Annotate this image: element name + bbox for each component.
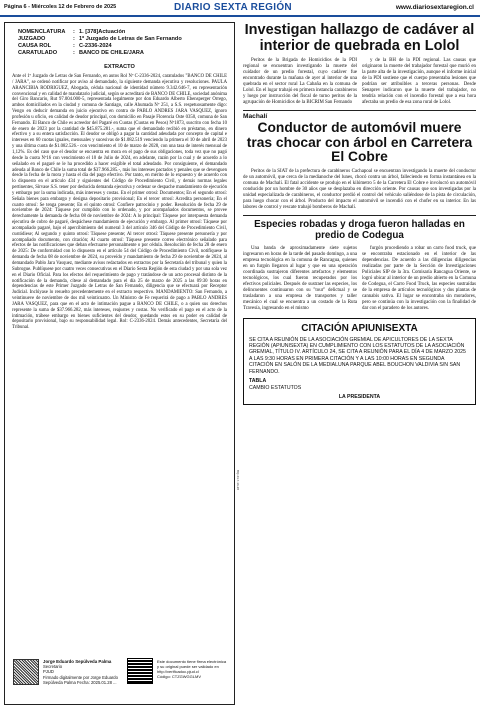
story3-body [243, 246, 476, 312]
seal-icon [13, 659, 39, 685]
qr-code-text: Código: CTZGWGGLMV [157, 674, 202, 679]
citation-body: SE CITA A REUNIÓN DE LA ASOCIACIÓN GREMIAL DE APICULTORES DE LA SEXTA REGIÓN (APIUNISEXTA) EN CUMPLIMIENTO CON LOS ESTATUTOS DE LA ASOCIACIÓN GREMIAL, TÍTULO IV. ARTÍCULO 24, SE CITA A REUNIÓN PARA EL DÍA 4 DE MARZO 2025 A LAS 9:30 HORAS EN PRIMERA CITACIÓN Y A LAS 10:00 HORAS EN SEGUNDA CITACIÓN EN SALÓN DE LA MEDIALUNA PARQUE ABEL BOUCHON VALDIVIA S/N SAN FERNANDO. [249, 336, 466, 375]
notice-paragraph: Ante el 1º Juzgado de Letras de San Fernando, en autos Rol Nº C-2336-2024, caratulados "BANCO DE CHILE / JARA", se ordenó notificar por aviso al demandado, la siguiente demanda ejecutiva y resoluciones. PAULA ARANCIBIA RODRIGUEZ, Abogada, cédula nacional de identidad número 9.342.646-7, en representación convencional y en calidad de mandatario judicial, según se acreditará de BANCO DE CHILE, sociedad anónima del Giro Bancario, Rut 97.004.000-5, representada legalmente por don Eduardo Alberto Ebensperger Orrego, ambos domiciliados en la ciudad y comuna de Santiago, calle Ahumada Nº 251, a S.S. respetuosamente digo: Vengo en deducir demanda en juicio ejecutivo en contra de PABLO ANDRES JARA VASQUEZ, ignoro profesión u oficio, en calidad de deudor principal, con domicilio en Pasaje Florencia Oste 0350, comuna de San Fernando. El Banco de Chile es acreedor del Pagaré en Cuotas (Cuotas en Pesos) Nº1873, suscrito con fecha 10 de enero de 2023 por la cantidad de $45.875.281.-, suma que el demandado recibió en préstamo, en dinero efectivo y a su entera satisfacción. El deudor se obligó a pagar la cantidad adeudada por concepto de capital e intereses en 60 cuotas iguales, mensuales y sucesivas de $1.082.519 venciendo la primera el 10 de abril de 2023 y una última cuota de $1.082.526.- con vencimiento el 10 de marzo de 2028, con una tasa de interés mensual de 1,12%. Es del caso que el deudor se encuentra en mora en el pago de sus obligaciones, toda vez que no pagó desde la cuota Nº16 con vencimiento el 10 de Julio de 2024, en adelante, razón por la cual y de acuerdo a lo señalado en el pagaré se le ha procedido a hacer exigible el total adeudado. Por consiguiente, el demandado adeuda al Banco de Chile la suma total de $37.966.285.-, más los intereses pactados y penales que se devenguen desde la fecha de la mora y hasta el día del pago efectivo. Por tanto, en mérito de lo expuesto y de acuerdo con lo dispuesto en el artículo 434 y siguientes del Código de Procedimiento Civil, y demás normas legales pertinentes, Sírvase S.S. tener por deducida demanda ejecutiva y ordenar se despache mandamiento de ejecución y embargo por la suma indicada, más intereses y costas. En el primer otrosí: Documentos; En el segundo otrosí: Señala bienes para embargo y designa depositario provisional; En el tercer otrosí: Acredita personería; En el cuarto otrosí: Se tenga presente; En el quinto otrosí: Confiere patrocinio y poder. Resolución de fecha 29 de noviembre de 2024: Táquese por cumplido con lo ordenado, y por acompañados documentos, se provee derechamente la demanda de fecha 08 de noviembre de 2024: A lo principal: Táquese por interpuesta demanda ejecutiva de cobro de pagaré, despáchese mandamiento de ejecución y embargo. Al primer otrosí: Táquese por acompañado pagaré, bajo el apercibimiento del numeral 3 del artículo 346 del Código de Procedimiento Civil, custódiese; Al segundo y quinto otrosí: Táquese presente; Al tercer otrosí: Táquese presente personería y por acompañado documento, con citación; Al cuarto otrosí: Táquese presente correo electrónico señalado para efectos de las notificaciones que deban efectuarse personalmente o por cédula. Resolución de fecha 28 de enero de 2025: De conformidad con lo dispuesto en el artículo 54 del Código de Procedimiento Civil, notifíquese la demanda de fecha 08 de noviembre de 2024, su proveído y mandamiento de fecha 29 de noviembre de 2024, al demandado Pablo Jara Vasquez, mediante avisos redactados en extractos por la Secretaría del tribunal y quien la Subrogue. Publíquese por cuatro veces consecutivas en el Diario Sexta Región de esta ciudad y por una sola vez en el Diario Oficial. Para los efectos del requerimiento de pago y tratándose de un acto procesal distinto de la notificación de la demanda, cítese al demandado para el día 25 de marzo de 2025 a las 09:30 horas en dependencias de este Primer Juzgado de Letras de San Fernando, diligencia que se efectuará por Receptor Judicial. Inclúyase lo resuelto precedentemente en el extracto respectivo. MANDAMIENTO: San Fernando, a veintinueve de noviembre de dos mil veinticuatro. Un Ministro de Fe requerirá de pago a PABLO ANDRES JARA VASQUEZ, para que en el acto de intimación pague a BANCO DE CHILE, o a quien sus derechos represente la suma de $37.966.282, más intereses, reajustes y costas. No verificado el pago en el acto de la intimación, trábese embargo en bienes suficientes del deudor, quedando estos en su poder en calidad de depositario provisional, bajo su responsabilidad legal. Rol: C-2336-2024. Demás antecedentes, Secretaría del Tribunal. [12, 74, 227, 331]
signature-block [13, 656, 228, 696]
story1-col2 [362, 58, 476, 106]
page-header [0, 0, 480, 14]
meta-row [18, 50, 227, 57]
meta-sep: : [73, 50, 75, 56]
meta-value: 1º Juzgado de Letras de San Fernando [79, 36, 182, 42]
story2-kicker: Machalí [243, 112, 268, 120]
meta-row [18, 36, 227, 43]
story1-headline: Investigan hallazgo de cadáver al interior de quebrada en Lolol [244, 22, 475, 54]
agenda-label: TABLA [249, 378, 267, 385]
story3-headline: Especies robadas y droga fueron halladas en predio de Codegua [254, 218, 465, 241]
citation-agenda [249, 378, 470, 391]
story2-text: Peritos de la SIAT de la prefectura de carabineros Cachapoal se encuentran investigando la muerte del conductor de un automóvil, que cerca de la medianoche del lunes, chocó contra un árbol, falleciendo en forma instantánea en la comuna de Machalí. El fatal accidente se produjo en el kilómetro 5 de la Carretera El Cobre e involucró un automóvil conducido por un hombre de 30 años que se desplazaba en dirección oriente. Por causas que son investigadas por la unidad especializada de carabineros, el conductor perdió el control del vehículo saliéndose de la pista de circulación, para luego chocar con el árbol. Producto del impacto el automóvil se incendió con el chofer en su interior. En las labores de control y rescate trabajó bomberos de Machalí. [243, 169, 476, 211]
signer-note: Firmado digitalmente por Jorge Eduardo Sepúlveda Palma Fecha: 2025.01.28 ... [43, 674, 118, 685]
signer-court: PJUD [43, 669, 54, 675]
side-code: BQ-44-7-16-28 [236, 470, 240, 491]
website: www.diariosextaregion.cl [395, 3, 474, 11]
story3-col2 [362, 246, 476, 312]
story1-body [243, 58, 476, 106]
header-rule [0, 15, 480, 17]
meta-row [18, 43, 227, 50]
news-column [243, 22, 476, 405]
meta-key: CARATULADO [18, 50, 58, 56]
signer-name: Jorge Eduardo Sepúlveda Palma [43, 659, 112, 664]
citation-box [243, 318, 476, 406]
masthead: DIARIO SEXTA REGIÓN [174, 1, 292, 13]
meta-value: 1. [378]Actuación [79, 29, 126, 35]
story3-col1 [243, 246, 357, 312]
meta-key: NOMENCLATURA [18, 29, 66, 35]
citation-signature: LA PRESIDENTA [338, 394, 381, 401]
signer-info [43, 659, 123, 685]
qr-note [157, 659, 229, 679]
meta-sep: : [73, 36, 75, 42]
divider [243, 215, 476, 216]
story2-body [243, 169, 476, 211]
meta-value: C-2336-2024 [79, 43, 112, 49]
story1-col1 [243, 58, 357, 106]
page-date: Página 6 - Miércoles 12 de Febrero de 2025 [4, 4, 117, 10]
meta-key: CAUSA ROL [18, 43, 52, 49]
meta-sep: : [73, 29, 75, 35]
qr-text: Este documento tiene firma electrónica y su original puede ser validado en http://verificadoc.pjud.cl [157, 659, 227, 674]
notice-meta [18, 29, 227, 57]
divider [243, 110, 476, 111]
meta-value: BANCO DE CHILE/JARA [79, 50, 144, 56]
citation-title: CITACIÓN APIUNISEXTA [301, 322, 418, 334]
legal-notice [4, 22, 235, 705]
meta-sep: : [73, 43, 75, 49]
meta-key: JUZGADO [18, 36, 46, 42]
notice-body [12, 74, 227, 331]
notice-title: EXTRACTO [104, 64, 135, 70]
story3-text: furgón procediendo a robar un carro food truck, que se encontraba estacionado en el interior de las dependencias. De acuerdo a las diligencias diligencias realizadas por parte de la Sección de Investigaciones Policiales SIP de la 3ra. Comisaría Rancagua Oriente, se logró ubicar al interior de un predio abierto en la Comuna de Codegua, el Carro Food Truck, las especies sustraídas de la empresa de artículos tecnológicos y dos plantas de cannabis sativa. El lugar se encontraba sin moradores, pero se continúa con la investigación con la finalidad de dar con el paradero de los autores. [362, 245, 476, 311]
qr-code-icon [127, 658, 153, 684]
story3-text: Una banda de aproximadamente siete sujetos ingresaron en horas de la tarde del pasado domingo, a una empresa tecnológica en la comuna de Rancagua, quienes en un furgón llegaron al lugar y que en una operación coordinada sustrajeron diferentes artefactos y elementos tecnológicos, los cual fueron recuperados por los efectivos policiales. Después de sustraer las especies, los delincuentes continuaron con su "tour" delictual y se trasladaron a una empresa de transportes y taller mecánico el cual se encuentra a un costado de la Ruta Travesía, ingresando en el mismo [243, 245, 357, 311]
signer-role: Secretario [43, 664, 63, 670]
agenda-item: CAMBIO ESTATUTOS [249, 384, 302, 391]
meta-row [18, 29, 227, 36]
story1-text: Peritos de la Brigada de Homicidios de la PDI regional se encuentran investigando la muerte del cuidador de un predio forestal, cuyo cadáver fue encontrado durante la mañana de ayer al interior de una quebrada en el sector rural La Cabaña en la comuna de Lolol. En el lugar trabajó en primera instancia carabineros y luego por instrucción del fiscal de turno peritos de la agrupación de Homicidios de la BICRIM San Fernando [243, 58, 357, 105]
story1-text: y de la BH de la PDI regional. Las causas que originaron la muerte del trabajador forestal que murió en la parte alta de la investigación, aunque el informe inicial de la PDI sostiene que el cuerpo presentaba lesiones que podrían ser atribuibles a terceras personas. Desde Senaprev indicaron que la muerte del trabajador, no tendría relación con el incendio forestal que a esa hora afectaba un predio de esa zona rural de Lolol. [362, 58, 476, 105]
story2-headline: Conductor de automóvil muere tras chocar con árbol en Carretera El Cobre [246, 119, 473, 165]
